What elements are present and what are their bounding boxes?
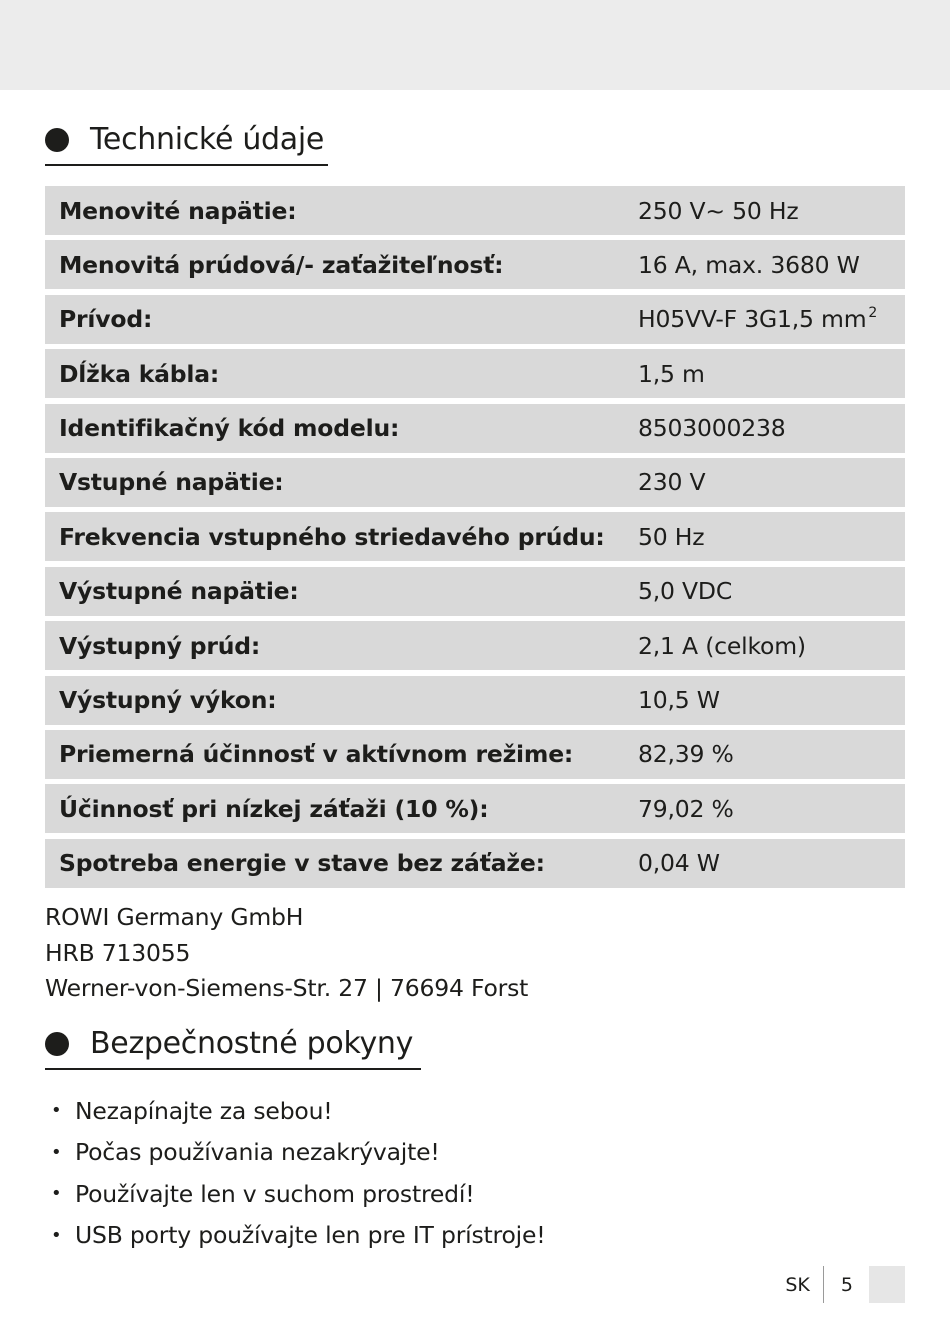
- company-name: ROWI Germany GmbH: [45, 903, 304, 931]
- spec-row: [45, 295, 905, 344]
- spec-value: 10,5 W: [638, 686, 720, 715]
- list-item: [45, 1173, 545, 1215]
- list-item: [45, 1132, 545, 1174]
- spec-label: Spotreba energie v stave bez záťaže:: [59, 849, 545, 878]
- list-item-text: Počas používania nezakrývajte!: [75, 1138, 440, 1167]
- spec-value: 82,39 %: [638, 740, 734, 769]
- spec-row: [45, 458, 905, 507]
- spec-value-text: H05VV-F 3G1,5 mm: [638, 305, 867, 334]
- safety-heading-text: Bezpečnostné pokyny: [90, 1026, 414, 1061]
- header-band: [0, 0, 950, 90]
- bullet-icon: •: [51, 1224, 62, 1246]
- list-item-text: Používajte len v suchom prostredí!: [75, 1179, 475, 1208]
- spec-value-with-superscript: [638, 305, 877, 333]
- bullet-icon: •: [51, 1183, 62, 1205]
- safety-list: [45, 1090, 545, 1256]
- safety-heading-underline: [45, 1068, 421, 1070]
- bullet-icon: •: [51, 1100, 62, 1122]
- list-item-text: USB porty používajte len pre IT prístroje!: [75, 1221, 546, 1250]
- spec-value: 2,1 A (celkom): [638, 631, 806, 660]
- language-code: SK: [785, 1273, 810, 1296]
- spec-row: [45, 240, 905, 289]
- spec-label: Vstupné napätie:: [59, 468, 284, 497]
- spec-row: [45, 730, 905, 779]
- spec-row: [45, 512, 905, 561]
- list-item: [45, 1215, 545, 1257]
- spec-value: 8503000238: [638, 414, 786, 443]
- list-item-text: Nezapínajte za sebou!: [75, 1096, 333, 1125]
- spec-label: Priemerná účinnosť v aktívnom režime:: [59, 740, 574, 769]
- spec-label: Účinnosť pri nízkej záťaži (10 %):: [59, 794, 489, 823]
- spec-label: Frekvencia vstupného striedavého prúdu:: [59, 522, 605, 551]
- spec-label: Výstupný výkon:: [59, 686, 277, 715]
- spec-label: Dĺžka kábla:: [59, 359, 220, 388]
- spec-label: Menovitá prúdová/- zaťažiteľnosť:: [59, 250, 504, 279]
- bullet-icon: •: [51, 1141, 62, 1163]
- page-number: 5: [840, 1273, 853, 1296]
- spec-value: 16 A, max. 3680 W: [638, 250, 860, 279]
- manufacturer-address: [45, 900, 528, 1007]
- technical-heading: [45, 122, 324, 157]
- company-street: Werner-von-Siemens-Str. 27 | 76694 Forst: [45, 974, 529, 1002]
- spec-row: [45, 784, 905, 833]
- spec-row: [45, 186, 905, 235]
- footer-marker-box: [869, 1266, 905, 1303]
- spec-table: [45, 186, 905, 893]
- technical-heading-text: Technické údaje: [90, 122, 325, 157]
- spec-value: 250 V~ 50 Hz: [638, 196, 799, 225]
- spec-value: 0,04 W: [638, 849, 720, 878]
- spec-row: [45, 404, 905, 453]
- spec-row: [45, 839, 905, 888]
- spec-label: Menovité napätie:: [59, 196, 297, 225]
- spec-value: 5,0 VDC: [638, 577, 733, 606]
- spec-label: Identifikačný kód modelu:: [59, 414, 400, 443]
- spec-row: [45, 621, 905, 670]
- spec-label: Prívod:: [59, 305, 153, 334]
- company-register: HRB 713055: [45, 938, 191, 967]
- spec-label: Výstupné napätie:: [59, 577, 299, 606]
- safety-heading: [45, 1026, 413, 1061]
- spec-value: 50 Hz: [638, 522, 705, 551]
- spec-value: 79,02 %: [638, 794, 734, 823]
- spec-label: Výstupný prúd:: [59, 631, 261, 660]
- spec-value: 1,5 m: [638, 359, 705, 388]
- page-footer: [785, 1266, 905, 1303]
- superscript: 2: [868, 305, 878, 322]
- spec-row: [45, 567, 905, 616]
- heading-bullet-icon: [45, 128, 69, 152]
- technical-heading-underline: [45, 164, 328, 166]
- spec-value: 230 V: [638, 468, 706, 497]
- spec-row: [45, 676, 905, 725]
- spec-row: [45, 349, 905, 398]
- list-item: [45, 1090, 545, 1132]
- heading-bullet-icon: [45, 1032, 69, 1056]
